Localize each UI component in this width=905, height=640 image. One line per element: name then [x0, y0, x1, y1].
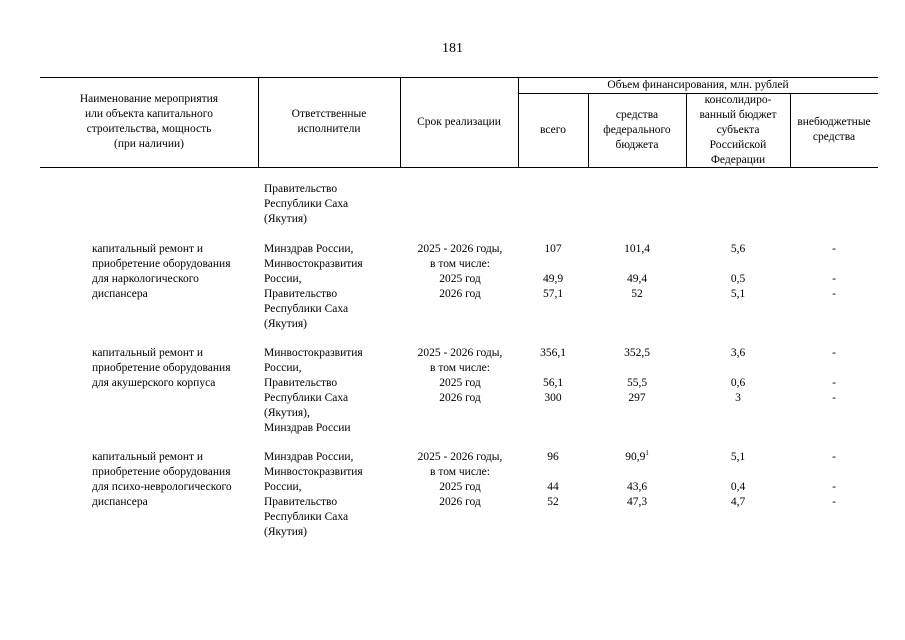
row-extrabudget: - - -	[832, 451, 836, 508]
row-responsible: Минвостокразвития России, Правительство Республики Саха (Якутия), Минздрав России	[264, 347, 363, 434]
header-responsible: Ответственные исполнители	[291, 108, 367, 135]
page-number: 181	[442, 41, 463, 56]
row-total: 96 44 52	[547, 451, 559, 508]
row-name: капитальный ремонт и приобретение оборудования для наркологического диспансера	[92, 243, 231, 300]
row-federal: 352,5 55,5 297	[624, 347, 650, 404]
header-total: всего	[540, 123, 566, 136]
header-consolidated: консолидиро- ванный бюджет субъекта Российской Федерации	[699, 93, 777, 166]
row-federal: 101,4 49,4 52	[624, 243, 650, 300]
continued-responsible: Правительство Республики Саха (Якутия)	[264, 183, 349, 225]
row-consolidated: 5,6 0,5 5,1	[730, 243, 746, 300]
header-funding-group: Объем финансирования, млн. рублей	[607, 78, 789, 91]
row-responsible: Минздрав России, Минвостокразвития России, Правительство Республики Саха (Якутия)	[264, 243, 363, 330]
row-period: 2025 - 2026 годы, в том числе: 2025 год 2026 год	[417, 243, 503, 300]
row-extrabudget: - - -	[832, 243, 836, 300]
header-name: Наименование мероприятия или объекта капитального строительства, мощность (при наличии)	[79, 93, 219, 150]
federal-value: 90,9	[625, 451, 646, 463]
header-period: Срок реализации	[417, 115, 501, 128]
footnote-marker: 1	[645, 449, 649, 458]
row-consolidated: 5,1 0,4 4,7	[730, 451, 746, 508]
row-name: капитальный ремонт и приобретение оборудования для акушерского корпуса	[92, 347, 231, 389]
row-extrabudget: - - -	[832, 347, 836, 404]
row-total: 107 49,9 57,1	[542, 243, 564, 300]
row-consolidated: 3,6 0,6 3	[730, 347, 746, 404]
row-responsible: Минздрав России, Минвостокразвития России, Правительство Республики Саха (Якутия)	[264, 451, 363, 538]
row-period: 2025 - 2026 годы, в том числе: 2025 год 2026 год	[417, 347, 503, 404]
row-period: 2025 - 2026 годы, в том числе: 2025 год 2026 год	[417, 451, 503, 508]
row-federal: 90,9$^1$ 43,6 47,3	[625, 449, 649, 508]
header-extrabudget: внебюджетные средства	[797, 116, 871, 143]
row-total: 356,1 56,1 300	[540, 347, 566, 404]
header-federal: средства федерального бюджета	[603, 108, 671, 151]
row-name: капитальный ремонт и приобретение оборудования для психо-неврологического диспансера	[92, 451, 232, 508]
